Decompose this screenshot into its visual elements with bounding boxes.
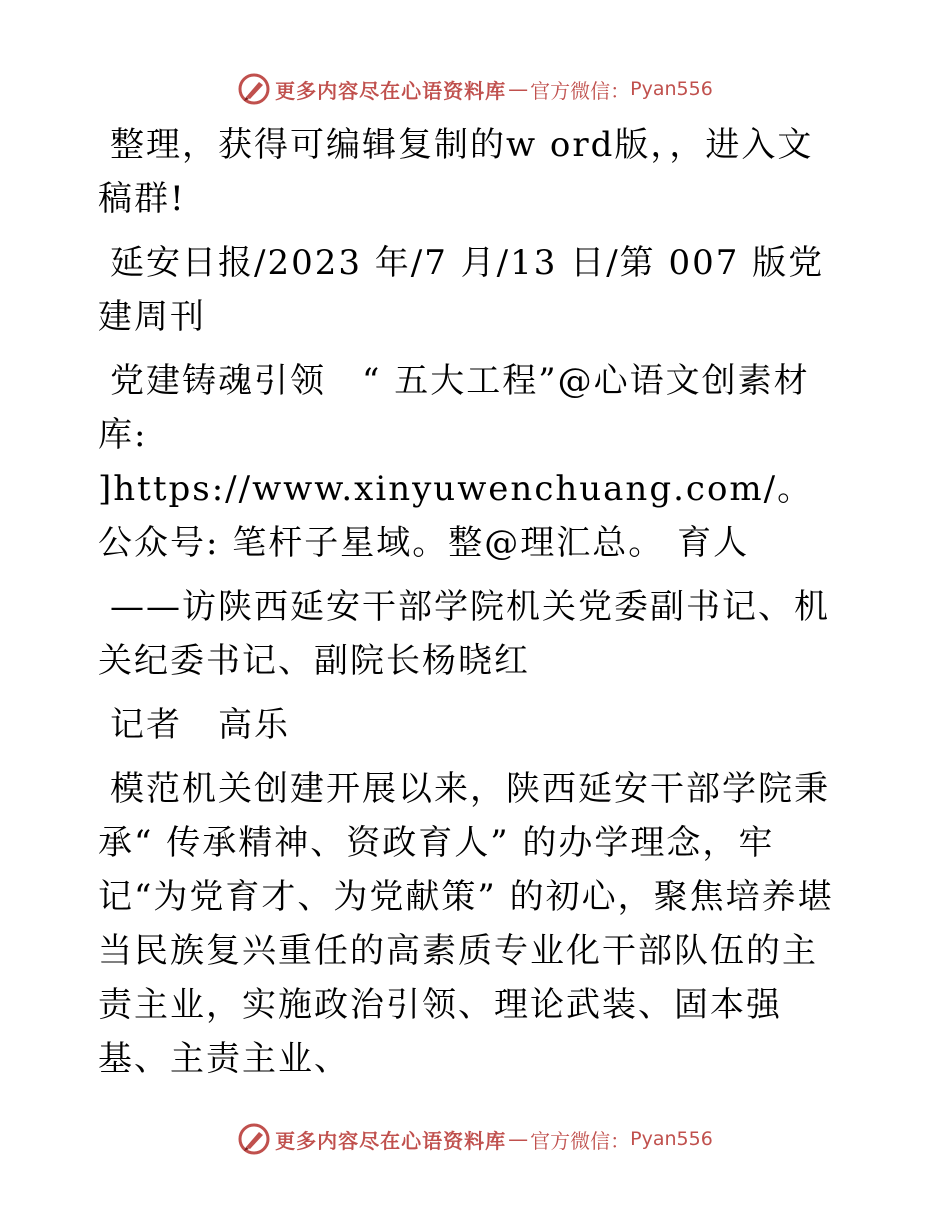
paragraph-subtitle: ——访陕西延安干部学院机关党委副书记、机关纪委书记、副院长杨晓红 <box>98 587 830 681</box>
paragraph-title: 党建铸魂引领 “ 五大工程”@心语文创素材库: ]https://www.xinyuwenchuang.com/。公众号: 笔杆子星域。整@理汇总。 育人 <box>98 361 814 563</box>
paragraph-intro: 整理，获得可编辑复制的w ord版，，进入文稿群! <box>98 125 814 219</box>
paragraph-body: 模范机关创建开展以来，陕西延安干部学院秉承“ 传承精神、资政育人” 的办学理念，牢记“为党育才、为党献策” 的初心，聚焦培养堪当民族复兴重任的高素质专业化干部队伍的主责主业，实施政治引领、理论武装、固本强基、主责主业、 <box>98 769 834 1079</box>
banner-wechat-id: Pyan556 <box>630 1128 713 1150</box>
pen-logo-icon <box>237 72 271 106</box>
banner-main-text: 更多内容尽在心语资料库 <box>275 1128 507 1153</box>
banner-separator: — <box>508 77 529 101</box>
banner-wechat-id: Pyan556 <box>630 78 713 100</box>
paragraph-reporter: 记者 高乐 <box>110 705 290 745</box>
pen-logo-icon <box>237 1122 271 1156</box>
banner-wechat-label: 官方微信： <box>530 78 631 103</box>
document-body <box>98 118 843 1096</box>
banner-separator: — <box>508 1127 529 1151</box>
header-banner <box>0 72 950 106</box>
footer-banner <box>0 1122 950 1156</box>
paragraph-source: 延安日报/2023 年/7 月/13 日/第 007 版党建周刊 <box>98 243 825 337</box>
banner-main-text: 更多内容尽在心语资料库 <box>275 78 507 103</box>
banner-wechat-label: 官方微信： <box>530 1128 631 1153</box>
